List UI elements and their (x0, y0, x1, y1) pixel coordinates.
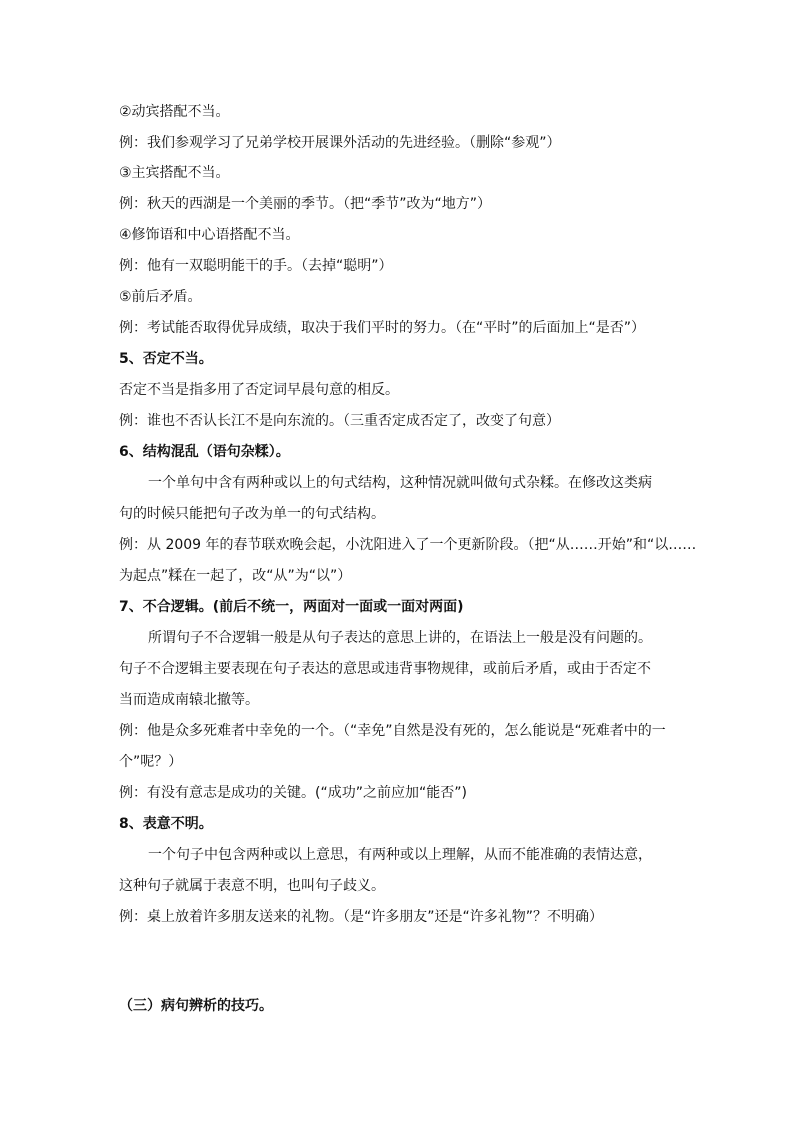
example-line: 为起点”糅在一起了，改“从”为“以”） (119, 568, 352, 584)
example-line: 例：他是众多死难者中幸免的一个。（“幸免”自然是没有死的，怎么能说是“死难者中的一 (119, 723, 666, 739)
example-line: 例：从 2009 年的春节联欢晚会起，小沈阳进入了一个更新阶段。（把“从……开始”和“以…… (119, 537, 697, 553)
item-5-heading: ⑤前后矛盾。 (119, 289, 202, 305)
example-line: 例：秋天的西湖是一个美丽的季节。（把“季节”改为“地方”） (119, 196, 492, 212)
body-text: 所谓句子不合逻辑一般是从句子表达的意思上讲的，在语法上一般是没有问题的。 (148, 630, 652, 646)
body-text: 句的时候只能把句子改为单一的句式结构。 (119, 506, 385, 522)
body-text: 当而造成南辕北撤等。 (119, 692, 259, 708)
item-2-heading: ②动宾搭配不当。 (119, 104, 230, 120)
body-text: 这种句子就属于表意不明，也叫句子歧义。 (119, 878, 385, 894)
body-text: 否定不当是指多用了否定词早晨句意的相反。 (119, 382, 399, 398)
example-line: 例：谁也不否认长江不是向东流的。（三重否定成否定了，改变了句意） (119, 413, 560, 429)
body-text: 句子不合逻辑主要表现在句子表达的意思或违背事物规律，或前后矛盾，或由于否定不 (119, 661, 651, 677)
section-7-heading: 7、不合逻辑。(前后不统一，两面对一面或一面对两面) (119, 599, 464, 615)
example-line: 例：桌上放着许多朋友送来的礼物。（是“许多朋友”还是“许多礼物”？不明确） (119, 909, 604, 925)
example-line: 例：他有一双聪明能干的手。（去掉“聪明”） (119, 258, 393, 274)
body-text: 一个句子中包含两种或以上意思，有两种或以上理解，从而不能准确的表情达意， (148, 847, 652, 863)
section-5-heading: 5、否定不当。 (119, 351, 213, 367)
section-3-heading: （三）病句辨析的技巧。 (119, 998, 273, 1014)
example-line: 例：考试能否取得优异成绩，取决于我们平时的努力。（在“平时”的后面加上“是否”） (119, 320, 646, 336)
item-3-heading: ③主宾搭配不当。 (119, 165, 230, 181)
example-line: 例：有没有意志是成功的关键。(“成功”之前应加“能否”) (119, 785, 467, 801)
example-line: 例：我们参观学习了兄弟学校开展课外活动的先进经验。（删除“参观”） (119, 135, 561, 151)
section-6-heading: 6、结构混乱（语句杂糅）。 (119, 444, 290, 460)
item-4-heading: ④修饰语和中心语搭配不当。 (119, 227, 300, 243)
example-line: 个”呢？） (119, 754, 183, 770)
body-text: 一个单句中含有两种或以上的句式结构，这种情况就叫做句式杂糅。在修改这类病 (148, 475, 652, 491)
section-8-heading: 8、表意不明。 (119, 816, 213, 832)
